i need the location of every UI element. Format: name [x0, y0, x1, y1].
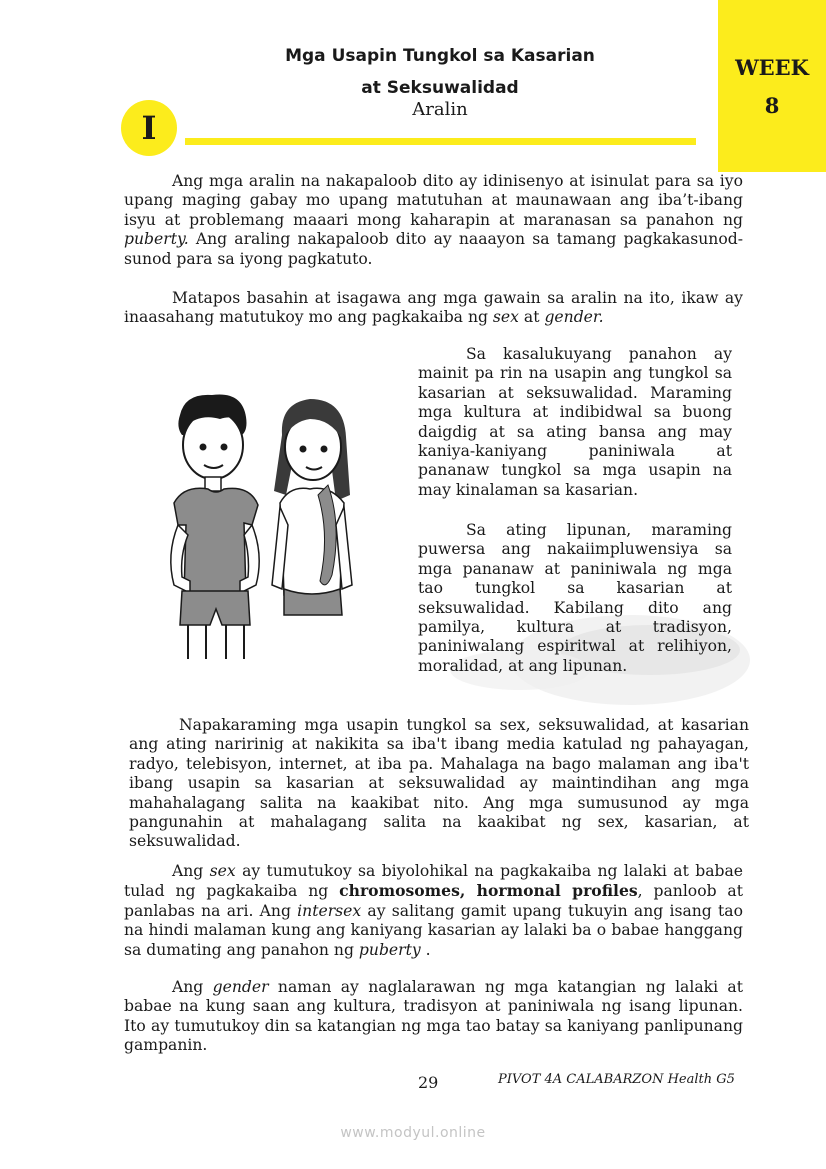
week-badge	[718, 0, 826, 172]
week-number: 8	[764, 93, 780, 118]
page-title-line1: Mga Usapin Tungkol sa Kasarian	[285, 46, 595, 66]
intro-italic: puberty.	[124, 230, 189, 249]
section-subtitle: Aralin	[412, 99, 468, 120]
media-paragraph: Napakaraming mga usapin tungkol sa sex, seksuwalidad, at kasarian ang ating naririnig at nakikita sa iba't ibang media katulad ng pahayagan, radyo, telebisyon, internet, at iba pa. Mahalaga na bago malaman ang iba't ibang usapin sa kasarian at seksuwalidad ay maintindihan ang mga mahahalagang salita na kaakibat nito. Ang mga sumusunod ay mga pangunahin at mahalagang salita na kaakibat ng sex, kasarian, at seksuwalidad.	[129, 716, 749, 851]
week-label: WEEK	[735, 55, 809, 80]
sex-definition-paragraph	[124, 862, 743, 960]
gender-def-text-a: Ang	[172, 978, 213, 996]
page-number: 29	[418, 1073, 439, 1092]
intro-text-end: Ang araling nakapaloob dito ay naaayon sa tamang pagkakasunod-sunod para sa iyong pagkatuto.	[124, 230, 743, 268]
publisher-footer: PIVOT 4A CALABARZON Health G5	[498, 1072, 735, 1087]
gender-def-text-b: naman ay naglalarawan ng mga katangian ng lalaki at babae na kung saan ang kultura, tradisyon at paniniwala ng isang lipunan. Ito ay tumutukoy din sa katangian ng mga tao batay sa kaniyang panlipunang gampanin.	[124, 978, 743, 1055]
objective-paragraph	[124, 289, 743, 328]
sex-def-text-b: ay tumutukoy sa biyolohikal na pagkakaiba ng lalaki at babae tulad ng pagkakaiba ng	[124, 862, 743, 901]
boy-and-girl-illustration	[160, 385, 360, 665]
sex-def-text-d: ay salitang gamit upang tukuyin ang isang tao na hindi malaman kung ang kaniyang kasarian ay lalaki ba o babae hanggang sa dumating ang panahon ng	[124, 901, 743, 959]
objective-sex: sex	[492, 308, 519, 327]
sex-def-text-a: Ang	[172, 862, 210, 880]
sex-def-text-e: .	[420, 940, 431, 959]
society-paragraph: Sa ating lipunan, maraming puwersa ang nakaiimpluwensiya sa mga pananaw at paniniwala ng mga tao tungkol sa kasarian at seksuwalidad. Kabilang dito ang pamilya, kultura at tradisyon, paniniwalang espiritwal at relihiyon, moralidad, at ang lipunan.	[418, 521, 732, 675]
gender-definition-paragraph	[124, 978, 743, 1056]
intro-text: Ang mga aralin na nakapaloob dito ay idinisenyo at isinulat para sa iyo upang maging gabay mo upang matutuhan at maunawaan ang iba’t-ibang isyu at problemang maaari mong kaharapin at maranasan sa panahon ng	[124, 172, 743, 229]
page-title-line2: at Seksuwalidad	[361, 78, 519, 98]
puberty-term: puberty	[358, 940, 421, 959]
intro-paragraph	[124, 172, 743, 269]
objective-gender: gender.	[544, 308, 604, 327]
intersex-term: intersex	[297, 901, 362, 920]
culture-paragraph: Sa kasalukuyang panahon ay mainit pa rin na usapin ang tungkol sa kasarian at seksuwalidad. Maraming mga kultura at indibidwal sa buong daigdig at sa ating bansa ang may kaniya-kaniyang paniniwala at pananaw tungkol sa mga usapin na may kinalaman sa kasarian.	[418, 345, 732, 499]
gender-term: gender	[212, 978, 269, 996]
boy-figure	[171, 394, 259, 659]
header-divider	[185, 138, 696, 145]
chromosomes-bold: chromosomes, hormonal profiles	[339, 881, 638, 901]
sex-term: sex	[209, 862, 236, 880]
objective-text: Matapos basahin at isagawa ang mga gawain sa aralin na ito, ikaw ay inaasahang matutukoy mo ang pagkakaiba ng	[124, 289, 743, 327]
site-watermark: www.modyul.online	[340, 1125, 486, 1141]
girl-figure	[272, 399, 352, 615]
objective-and: at	[518, 308, 545, 327]
sex-def-text-c: , panloob at panlabas na ari. Ang	[124, 882, 743, 920]
section-letter-badge: I	[121, 100, 177, 156]
